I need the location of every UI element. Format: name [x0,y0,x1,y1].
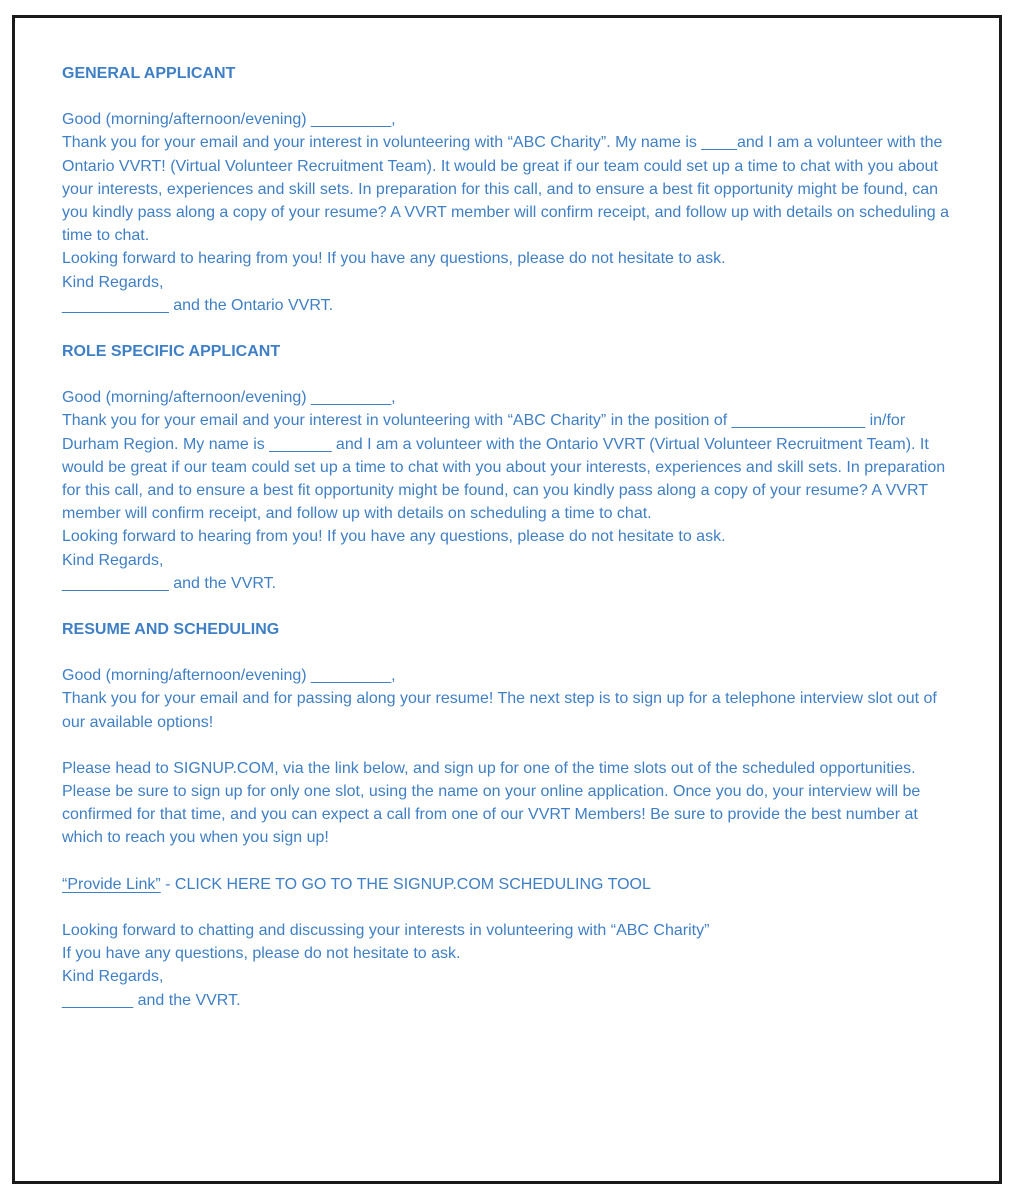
closing-role: Looking forward to hearing from you! If you have any questions, please do not hesitate to ask. [62,528,726,546]
signature-role: ____________ and the VVRT. [62,574,277,592]
signup-link[interactable]: “Provide Link” [62,875,161,893]
signature-general: ____________ and the Ontario VVRT. [62,296,334,314]
body-resume-1: Thank you for your email and for passing along your resume! The next step is to sign up for a telephone interview slot out of our available options! [62,690,937,731]
signature-resume: ________ and the VVRT. [62,991,241,1009]
greeting-resume: Good (morning/afternoon/evening) _________, [62,667,396,685]
greeting-general: Good (morning/afternoon/evening) _________, [62,111,396,129]
signup-link-line [62,873,962,896]
closing-resume-2: If you have any questions, please do not hesitate to ask. [62,945,461,963]
greeting-role: Good (morning/afternoon/evening) _________, [62,389,396,407]
document-body [62,62,962,1012]
regards-role: Kind Regards, [62,551,164,569]
section-heading-role: ROLE SPECIFIC APPLICANT [62,343,281,361]
closing-general: Looking forward to hearing from you! If you have any questions, please do not hesitate to ask. [62,250,726,268]
body-role: Thank you for your email and your interest in volunteering with “ABC Charity” in the position of _______________ in/for Durham Region. My name is _______ and I am a volunteer with the Ontario VVRT (Virtual Volunteer Recruitment Team). It would be great if our team could set up a time to chat with you about your interests, experiences and skill sets. In preparation for this call, and to ensure a best fit opportunity might be found, can you kindly pass along a copy of your resume? A VVRT member will confirm receipt, and follow up with details on scheduling a time to chat. [62,412,946,523]
closing-resume-1: Looking forward to chatting and discussing your interests in volunteering with “ABC Charity” [62,921,710,939]
regards-resume: Kind Regards, [62,968,164,986]
body-general: Thank you for your email and your interest in volunteering with “ABC Charity”. My name is ____and I am a volunteer with the Ontario VVRT! (Virtual Volunteer Recruitment Team). It would be great if our team could set up a time to chat with you about your interests, experiences and skill sets. In preparation for this call, and to ensure a best fit opportunity might be found, can you kindly pass along a copy of your resume? A VVRT member will confirm receipt, and follow up with details on scheduling a time to chat. [62,134,949,245]
body-resume-2: Please head to SIGNUP.COM, via the link below, and sign up for one of the time slots out of the scheduled opportunities. Please be sure to sign up for only one slot, using the name on your online application. Once you do, your interview will be confirmed for that time, and you can expect a call from one of our VVRT Members! Be sure to provide the best number at which to reach you when you sign up! [62,759,921,847]
section-heading-resume: RESUME AND SCHEDULING [62,621,280,639]
section-heading-general: GENERAL APPLICANT [62,65,236,82]
regards-general: Kind Regards, [62,273,164,291]
signup-link-suffix: - CLICK HERE TO GO TO THE SIGNUP.COM SCHEDULING TOOL [160,875,651,893]
